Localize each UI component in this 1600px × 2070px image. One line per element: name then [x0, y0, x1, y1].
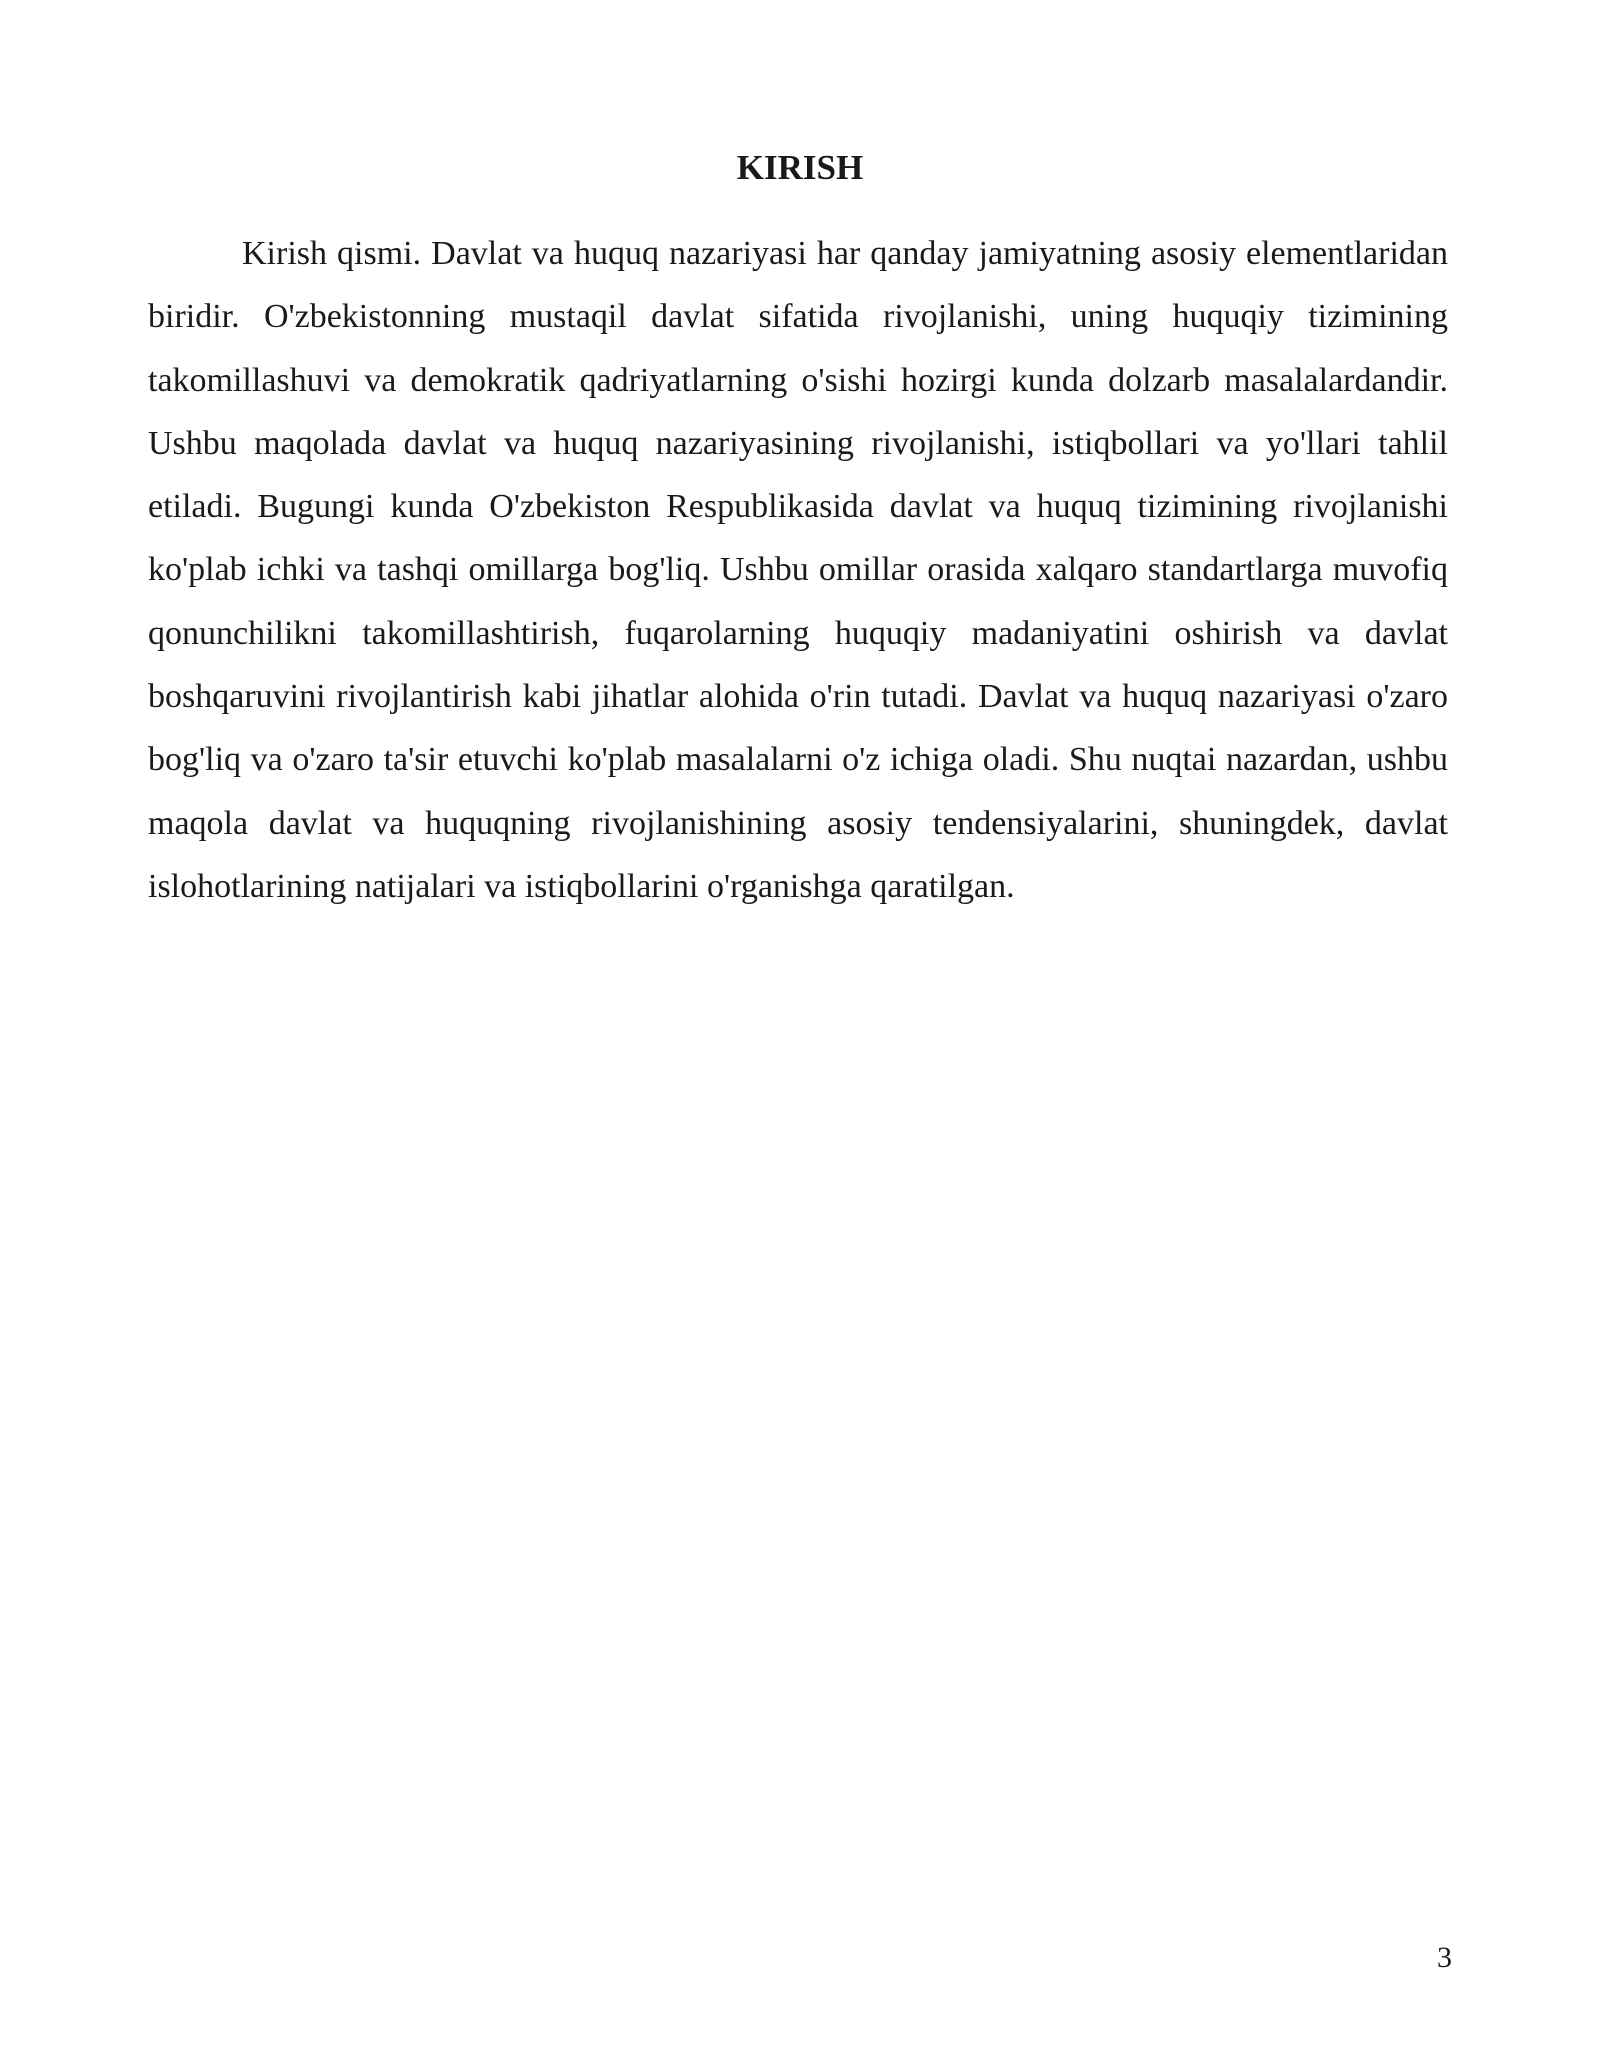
page-heading: KIRISH: [736, 148, 864, 187]
introduction-paragraph: Kirish qismi. Davlat va huquq nazariyasi har qanday jamiyatning asosiy elementlaridan biridir. O'zbekistonning mustaqil davlat sifatida rivojlanishi, uning huquqiy tizimining takomillashuvi va demokratik qadriyatlarning o'sishi hozirgi kunda dolzarb masalalardandir. Ushbu maqolada davlat va huquq nazariyasining rivojlanishi, istiqbollari va yo'llari tahlil etiladi. Bugungi kunda O'zbekiston Respublikasida davlat va huquq tizimining rivojlanishi ko'plab ichki va tashqi omillarga bog'liq. Ushbu omillar orasida xalqaro standartlarga muvofiq qonunchilikni takomillashtirish, fuqarolarning huquqiy madaniyatini oshirish va davlat boshqaruvini rivojlantirish kabi jihatlar alohida o'rin tutadi. Davlat va huquq nazariyasi o'zaro bog'liq va o'zaro ta'sir etuvchi ko'plab masalalarni o'z ichiga oladi. Shu nuqtai nazardan, ushbu maqola davlat va huquqning rivojlanishining asosiy tendensiyalarini, shuningdek, davlat islohotlarining natijalari va istiqbollarini o'rganishga qaratilgan.: [148, 235, 1448, 905]
page-number: 3: [1437, 1941, 1452, 1974]
